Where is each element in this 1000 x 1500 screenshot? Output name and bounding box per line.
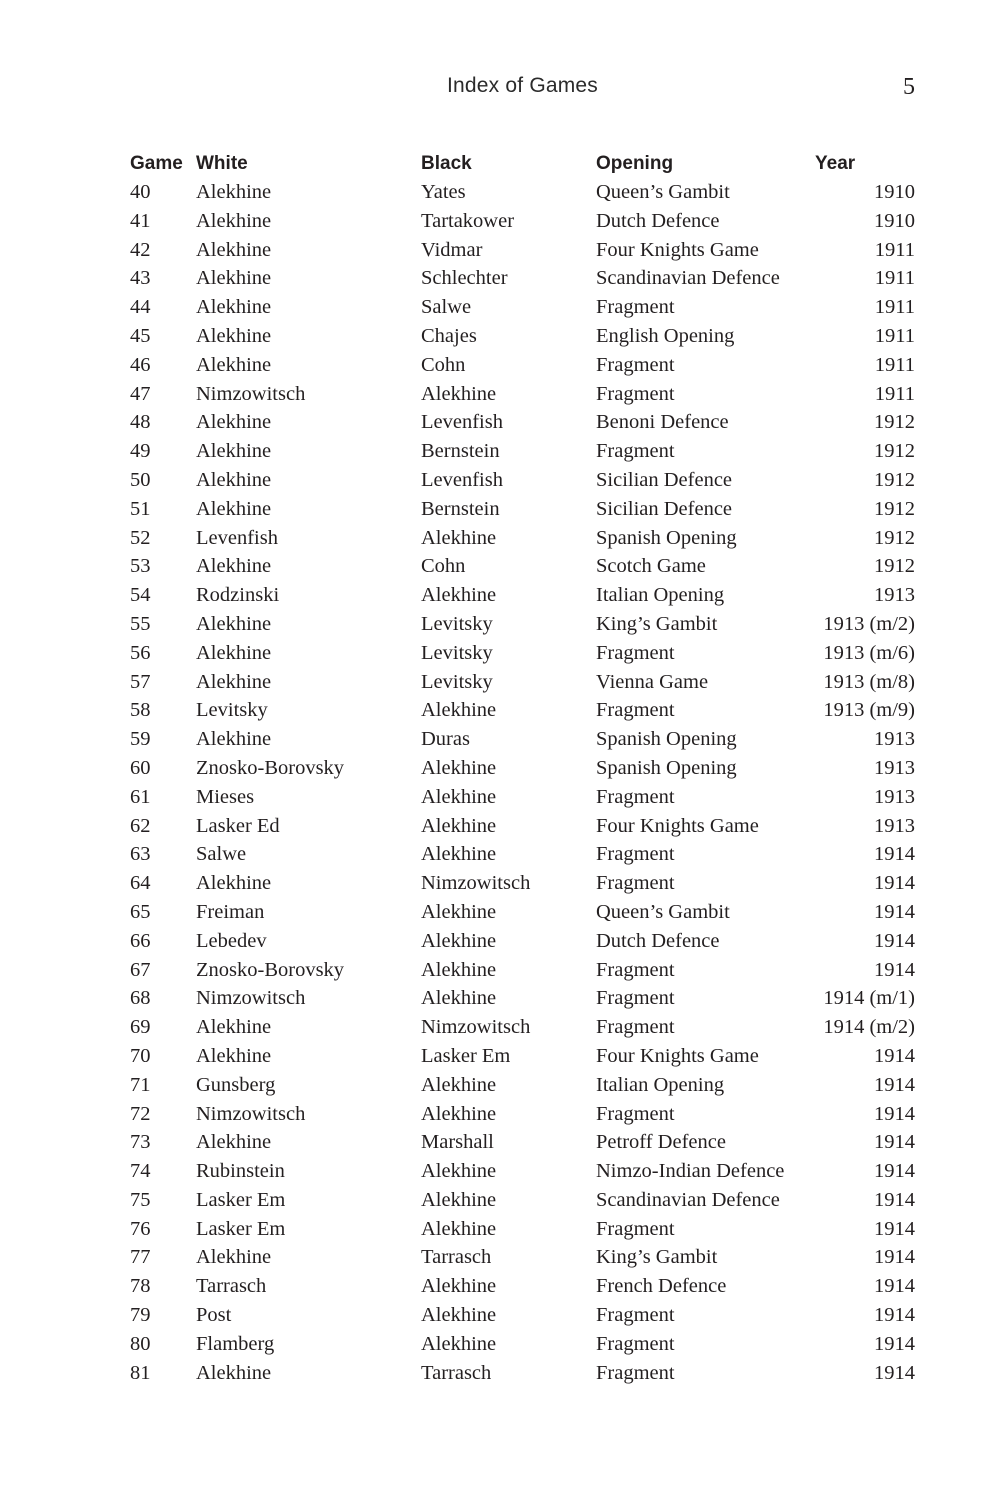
white-player-cell: Alekhine [196, 670, 272, 693]
opening-cell: Scotch Game [596, 555, 706, 578]
opening-cell: French Defence [596, 1275, 727, 1298]
black-player-cell: Alekhine [421, 958, 497, 981]
white-player-cell: Salwe [196, 843, 247, 866]
table-row [130, 1243, 915, 1272]
black-player-cell: Tartakower [421, 209, 515, 232]
opening-cell: Vienna Game [596, 670, 709, 693]
white-player-cell: Alekhine [196, 353, 272, 376]
game-number-cell: 53 [130, 555, 151, 578]
white-player-cell: Alekhine [196, 728, 272, 751]
black-player-cell: Levenfish [421, 411, 503, 434]
year-cell: 1913 [874, 756, 915, 779]
opening-cell: Fragment [596, 785, 675, 808]
black-player-cell: Alekhine [421, 843, 497, 866]
white-player-cell: Alekhine [196, 612, 272, 635]
opening-cell: Four Knights Game [596, 1044, 759, 1067]
year-cell: 1914 [874, 1188, 915, 1211]
game-number-cell: 80 [130, 1332, 151, 1355]
black-player-cell: Alekhine [421, 814, 497, 837]
opening-cell: Fragment [596, 1102, 675, 1125]
table-row [130, 840, 915, 869]
game-number-cell: 40 [130, 181, 151, 203]
game-number-cell: 71 [130, 1073, 151, 1096]
black-player-cell: Alekhine [421, 1275, 497, 1298]
black-player-cell: Tarrasch [421, 1246, 492, 1269]
year-cell: 1912 [874, 497, 915, 520]
running-head [0, 74, 1000, 104]
game-number-cell: 81 [130, 1361, 151, 1384]
year-cell: 1914 (m/1) [823, 987, 915, 1010]
black-player-cell: Bernstein [421, 440, 500, 463]
table-row [130, 524, 915, 553]
year-cell: 1914 [874, 929, 915, 952]
table-row [130, 610, 915, 639]
white-player-cell: Lasker Ed [196, 814, 280, 837]
table-row [130, 696, 915, 725]
year-cell: 1911 [874, 353, 915, 376]
year-cell: 1911 [874, 238, 915, 261]
table-row [130, 264, 915, 293]
black-player-cell: Marshall [421, 1131, 494, 1154]
game-number-cell: 55 [130, 612, 151, 635]
white-player-cell: Alekhine [196, 1016, 272, 1039]
white-player-cell: Alekhine [196, 497, 272, 520]
year-cell: 1914 [874, 1073, 915, 1096]
table-row [130, 408, 915, 437]
game-number-cell: 41 [130, 209, 151, 232]
table-row [130, 898, 915, 927]
year-cell: 1914 [874, 1217, 915, 1240]
opening-cell: Fragment [596, 958, 675, 981]
table-row [130, 927, 915, 956]
game-number-cell: 43 [130, 267, 151, 290]
game-number-cell: 66 [130, 929, 151, 952]
opening-cell: Spanish Opening [596, 728, 737, 751]
white-player-cell: Alekhine [196, 411, 272, 434]
table-row [130, 812, 915, 841]
white-player-cell: Alekhine [196, 440, 272, 463]
opening-cell: Sicilian Defence [596, 497, 733, 520]
game-number-cell: 47 [130, 382, 151, 405]
white-player-cell: Alekhine [196, 872, 272, 895]
game-number-cell: 52 [130, 526, 151, 549]
year-cell: 1914 [874, 872, 915, 895]
white-player-cell: Alekhine [196, 641, 272, 664]
opening-cell: Scandinavian Defence [596, 267, 780, 290]
year-cell: 1912 [874, 440, 915, 463]
table-row [130, 956, 915, 985]
table-header [130, 150, 915, 178]
black-player-cell: Vidmar [421, 238, 483, 261]
year-cell: 1911 [874, 296, 915, 319]
white-player-cell: Alekhine [196, 468, 272, 491]
year-cell: 1911 [874, 324, 915, 347]
table-row [130, 754, 915, 783]
column-header-white: White [196, 153, 248, 174]
white-player-cell: Alekhine [196, 181, 272, 203]
year-cell: 1910 [874, 209, 915, 232]
games-index-table [130, 150, 915, 1387]
white-player-cell: Nimzowitsch [196, 382, 306, 405]
white-player-cell: Alekhine [196, 1131, 272, 1154]
black-player-cell: Cohn [421, 353, 466, 376]
game-number-cell: 79 [130, 1304, 151, 1327]
opening-cell: Spanish Opening [596, 756, 737, 779]
column-header-game: Game [130, 153, 183, 174]
game-number-cell: 73 [130, 1131, 151, 1154]
year-cell: 1911 [874, 382, 915, 405]
year-cell: 1914 [874, 1131, 915, 1154]
opening-cell: Fragment [596, 872, 675, 895]
black-player-cell: Yates [421, 181, 466, 203]
white-player-cell: Alekhine [196, 324, 272, 347]
white-player-cell: Alekhine [196, 1246, 272, 1269]
opening-cell: Fragment [596, 382, 675, 405]
black-player-cell: Alekhine [421, 1102, 497, 1125]
table-row [130, 668, 915, 697]
year-cell: 1912 [874, 411, 915, 434]
year-cell: 1914 [874, 1361, 915, 1384]
game-number-cell: 63 [130, 843, 151, 866]
game-number-cell: 74 [130, 1160, 151, 1183]
white-player-cell: Alekhine [196, 555, 272, 578]
year-cell: 1913 [874, 785, 915, 808]
black-player-cell: Alekhine [421, 382, 497, 405]
white-player-cell: Rubinstein [196, 1160, 285, 1183]
opening-cell: Fragment [596, 843, 675, 866]
table-row [130, 1128, 915, 1157]
year-cell: 1914 [874, 1044, 915, 1067]
year-cell: 1913 [874, 728, 915, 751]
opening-cell: Fragment [596, 1217, 675, 1240]
table-row [130, 725, 915, 754]
white-player-cell: Nimzowitsch [196, 1102, 306, 1125]
year-cell: 1910 [874, 181, 915, 203]
black-player-cell: Levitsky [421, 670, 493, 693]
game-number-cell: 60 [130, 756, 151, 779]
year-cell: 1913 [874, 584, 915, 607]
table-row [130, 869, 915, 898]
game-number-cell: 42 [130, 238, 151, 261]
opening-cell: Sicilian Defence [596, 468, 733, 491]
black-player-cell: Alekhine [421, 987, 497, 1010]
game-number-cell: 45 [130, 324, 151, 347]
black-player-cell: Alekhine [421, 1332, 497, 1355]
table-row [130, 1359, 915, 1388]
white-player-cell: Post [196, 1304, 232, 1327]
column-header-opening: Opening [596, 153, 674, 174]
black-player-cell: Tarrasch [421, 1361, 492, 1384]
white-player-cell: Alekhine [196, 1361, 272, 1384]
year-cell: 1912 [874, 526, 915, 549]
table-row [130, 1013, 915, 1042]
game-number-cell: 78 [130, 1275, 151, 1298]
game-number-cell: 64 [130, 872, 151, 895]
year-cell: 1913 (m/6) [823, 641, 915, 664]
year-cell: 1912 [874, 468, 915, 491]
black-player-cell: Alekhine [421, 1217, 497, 1240]
year-cell: 1914 [874, 843, 915, 866]
white-player-cell: Alekhine [196, 238, 272, 261]
black-player-cell: Alekhine [421, 1304, 497, 1327]
game-number-cell: 59 [130, 728, 151, 751]
black-player-cell: Alekhine [421, 785, 497, 808]
table-row [130, 552, 915, 581]
black-player-cell: Alekhine [421, 584, 497, 607]
white-player-cell: Levitsky [196, 699, 268, 722]
table-row [130, 380, 915, 409]
table-row [130, 984, 915, 1013]
game-number-cell: 61 [130, 785, 151, 808]
black-player-cell: Levenfish [421, 468, 503, 491]
opening-cell: Italian Opening [596, 1073, 725, 1096]
white-player-cell: Tarrasch [196, 1275, 267, 1298]
year-cell: 1914 [874, 1102, 915, 1125]
game-number-cell: 62 [130, 814, 151, 837]
black-player-cell: Cohn [421, 555, 466, 578]
page-title: Index of Games [446, 74, 599, 97]
black-player-cell: Alekhine [421, 526, 497, 549]
opening-cell: Queen’s Gambit [596, 900, 730, 923]
game-number-cell: 69 [130, 1016, 151, 1039]
opening-cell: Nimzo-Indian Defence [596, 1160, 785, 1183]
table-row [130, 495, 915, 524]
white-player-cell: Freiman [196, 900, 265, 923]
opening-cell: Fragment [596, 353, 675, 376]
game-number-cell: 76 [130, 1217, 151, 1240]
year-cell: 1914 [874, 1275, 915, 1298]
black-player-cell: Schlechter [421, 267, 508, 290]
opening-cell: Dutch Defence [596, 209, 720, 232]
game-number-cell: 44 [130, 296, 151, 319]
column-header-year: Year [815, 153, 856, 174]
table-row [130, 639, 915, 668]
opening-cell: Italian Opening [596, 584, 725, 607]
year-cell: 1914 (m/2) [823, 1016, 915, 1039]
white-player-cell: Mieses [196, 785, 255, 808]
game-number-cell: 67 [130, 958, 151, 981]
table-row [130, 351, 915, 380]
opening-cell: Four Knights Game [596, 238, 759, 261]
black-player-cell: Salwe [421, 296, 472, 319]
white-player-cell: Znosko-Borovsky [196, 958, 345, 981]
game-number-cell: 70 [130, 1044, 151, 1067]
year-cell: 1913 (m/2) [823, 612, 915, 635]
opening-cell: Fragment [596, 1016, 675, 1039]
black-player-cell: Bernstein [421, 497, 500, 520]
opening-cell: Fragment [596, 296, 675, 319]
table-row [130, 1215, 915, 1244]
table-body [130, 178, 915, 1387]
opening-cell: Fragment [596, 641, 675, 664]
opening-cell: Scandinavian Defence [596, 1188, 780, 1211]
game-number-cell: 68 [130, 987, 151, 1010]
year-cell: 1913 (m/8) [823, 670, 915, 693]
opening-cell: Fragment [596, 1304, 675, 1327]
table-row [130, 1100, 915, 1129]
white-player-cell: Gunsberg [196, 1073, 276, 1096]
black-player-cell: Alekhine [421, 1160, 497, 1183]
game-number-cell: 75 [130, 1188, 151, 1211]
page-number: 5 [903, 74, 915, 100]
white-player-cell: Flamberg [196, 1332, 275, 1355]
table-row [130, 437, 915, 466]
white-player-cell: Rodzinski [196, 584, 280, 607]
game-number-cell: 77 [130, 1246, 151, 1269]
white-player-cell: Alekhine [196, 267, 272, 290]
opening-cell: Fragment [596, 699, 675, 722]
black-player-cell: Nimzowitsch [421, 1016, 531, 1039]
year-cell: 1913 (m/9) [823, 699, 915, 722]
table-row [130, 581, 915, 610]
black-player-cell: Lasker Em [421, 1044, 511, 1067]
white-player-cell: Alekhine [196, 1044, 272, 1067]
opening-cell: Dutch Defence [596, 929, 720, 952]
black-player-cell: Nimzowitsch [421, 872, 531, 895]
opening-cell: Fragment [596, 440, 675, 463]
black-player-cell: Alekhine [421, 900, 497, 923]
table-row [130, 1330, 915, 1359]
black-player-cell: Alekhine [421, 1188, 497, 1211]
opening-cell: King’s Gambit [596, 1246, 718, 1269]
game-number-cell: 72 [130, 1102, 151, 1125]
white-player-cell: Nimzowitsch [196, 987, 306, 1010]
opening-cell: Queen’s Gambit [596, 181, 730, 203]
opening-cell: Four Knights Game [596, 814, 759, 837]
table-row [130, 1272, 915, 1301]
header-row [130, 150, 915, 178]
black-player-cell: Alekhine [421, 756, 497, 779]
game-number-cell: 50 [130, 468, 151, 491]
opening-cell: Benoni Defence [596, 411, 729, 434]
white-player-cell: Alekhine [196, 209, 272, 232]
black-player-cell: Chajes [421, 324, 477, 347]
white-player-cell: Alekhine [196, 296, 272, 319]
white-player-cell: Lebedev [196, 929, 267, 952]
year-cell: 1912 [874, 555, 915, 578]
black-player-cell: Levitsky [421, 612, 493, 635]
white-player-cell: Lasker Em [196, 1217, 286, 1240]
game-number-cell: 51 [130, 497, 151, 520]
year-cell: 1914 [874, 900, 915, 923]
year-cell: 1911 [874, 267, 915, 290]
table-row [130, 207, 915, 236]
game-number-cell: 49 [130, 440, 151, 463]
table-row [130, 1186, 915, 1215]
table-row [130, 1157, 915, 1186]
opening-cell: Spanish Opening [596, 526, 737, 549]
table-row [130, 236, 915, 265]
opening-cell: Fragment [596, 1332, 675, 1355]
opening-cell: English Opening [596, 324, 735, 347]
black-player-cell: Alekhine [421, 1073, 497, 1096]
table-row [130, 466, 915, 495]
opening-cell: King’s Gambit [596, 612, 718, 635]
column-header-black: Black [421, 153, 472, 174]
black-player-cell: Duras [421, 728, 470, 751]
year-cell: 1914 [874, 1332, 915, 1355]
year-cell: 1914 [874, 1246, 915, 1269]
table-row [130, 1301, 915, 1330]
white-player-cell: Lasker Em [196, 1188, 286, 1211]
table-row [130, 783, 915, 812]
game-number-cell: 57 [130, 670, 151, 693]
table-row [130, 322, 915, 351]
white-player-cell: Levenfish [196, 526, 278, 549]
game-number-cell: 65 [130, 900, 151, 923]
game-number-cell: 48 [130, 411, 151, 434]
black-player-cell: Alekhine [421, 929, 497, 952]
table-row [130, 293, 915, 322]
year-cell: 1914 [874, 1304, 915, 1327]
opening-cell: Fragment [596, 987, 675, 1010]
game-number-cell: 58 [130, 699, 151, 722]
black-player-cell: Alekhine [421, 699, 497, 722]
table-row [130, 1071, 915, 1100]
game-number-cell: 56 [130, 641, 151, 664]
year-cell: 1914 [874, 958, 915, 981]
black-player-cell: Levitsky [421, 641, 493, 664]
opening-cell: Fragment [596, 1361, 675, 1384]
game-number-cell: 54 [130, 584, 151, 607]
table-row [130, 1042, 915, 1071]
opening-cell: Petroff Defence [596, 1131, 726, 1154]
game-number-cell: 46 [130, 353, 151, 376]
white-player-cell: Znosko-Borovsky [196, 756, 345, 779]
year-cell: 1913 [874, 814, 915, 837]
table-row [130, 178, 915, 207]
year-cell: 1914 [874, 1160, 915, 1183]
